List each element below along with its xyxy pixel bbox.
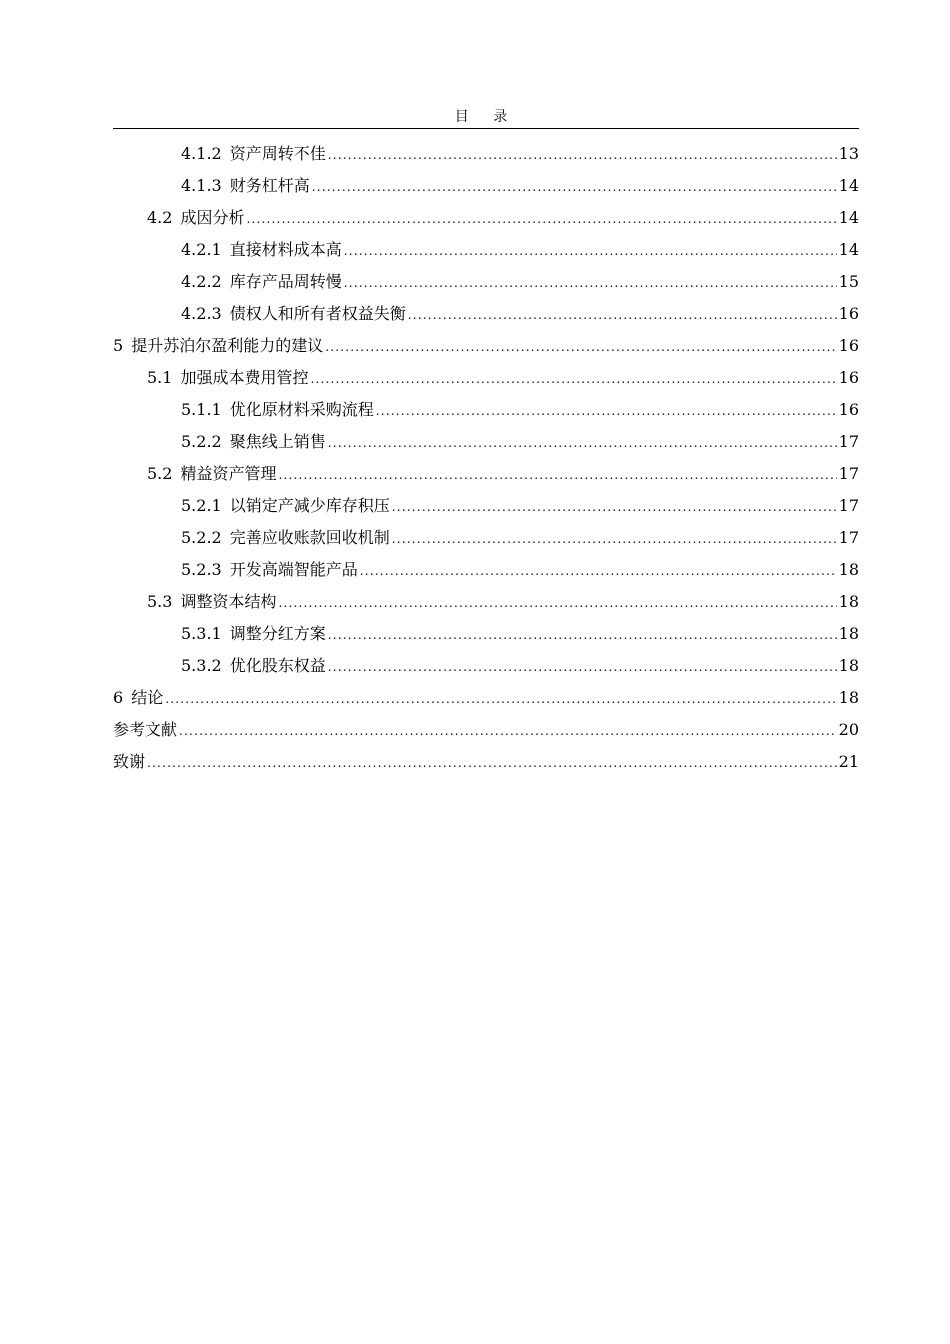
toc-entry-title: 以销定产减少库存积压 [229,496,390,515]
toc-entry-title: 优化股东权益 [229,656,326,675]
toc-entry[interactable] [113,650,859,682]
toc-entry-number: 5.1 [147,368,173,387]
toc-dot-leader [278,459,836,491]
toc-entry-title: 致谢 [113,752,146,771]
toc-entry-number: 4.1.2 [181,144,222,163]
toc-entry[interactable] [113,458,859,490]
toc-entry-title: 财务杠杆高 [229,176,310,195]
toc-entry-page: 21 [838,752,859,771]
toc-entry[interactable] [113,746,859,778]
header-rule [113,128,859,129]
toc-entry[interactable] [113,362,859,394]
toc-entry[interactable] [113,330,859,362]
toc-entry-number: 4.2 [147,208,173,227]
toc-dot-leader [328,427,837,459]
toc-entry-page: 14 [838,240,859,259]
toc-entry[interactable] [113,138,859,170]
toc-entry-page: 15 [838,272,859,291]
toc-dot-leader [246,203,836,235]
toc-entry[interactable] [113,202,859,234]
toc-entry-number: 5.2.3 [181,560,222,579]
toc-dot-leader [392,491,837,523]
toc-dot-leader [392,523,837,555]
toc-entry-number: 4.2.1 [181,240,222,259]
toc-entry-page: 13 [838,144,859,163]
toc-entry-number: 5.2.2 [181,528,222,547]
toc-entry[interactable] [113,266,859,298]
toc-entry-page: 18 [838,688,859,707]
toc-entry-title: 结论 [131,688,164,707]
toc-entry-page: 18 [838,656,859,675]
toc-dot-leader [278,587,836,619]
toc-entry-page: 14 [838,208,859,227]
toc-entry[interactable] [113,618,859,650]
toc-dot-leader [325,331,836,363]
toc-entry-number: 4.1.3 [181,176,222,195]
toc-entry-page: 18 [838,624,859,643]
toc-entry[interactable] [113,298,859,330]
toc-entry-number: 5.3.2 [181,656,222,675]
toc-entry-title: 库存产品周转慢 [229,272,342,291]
toc-dot-leader [147,747,837,779]
toc-entry[interactable] [113,522,859,554]
toc-dot-leader [165,683,836,715]
toc-entry-page: 16 [838,368,859,387]
toc-entry-title: 精益资产管理 [180,464,277,483]
toc-dot-leader [408,299,837,331]
toc-entry[interactable] [113,234,859,266]
toc-dot-leader [179,715,837,747]
toc-entry-number: 5.1.1 [181,400,222,419]
toc-entry-title: 资产周转不佳 [229,144,326,163]
toc-dot-leader [310,363,836,395]
toc-entry[interactable] [113,682,859,714]
toc-entry-number: 5.2.1 [181,496,222,515]
toc-entry-page: 20 [838,720,859,739]
toc-entry-title: 调整分红方案 [229,624,326,643]
toc-entry[interactable] [113,490,859,522]
toc-entry-page: 16 [838,400,859,419]
toc-entry-number: 5.2.2 [181,432,222,451]
toc-entry-page: 17 [838,464,859,483]
toc-entry-number: 4.2.2 [181,272,222,291]
toc-entry[interactable] [113,170,859,202]
toc-entry-title: 聚焦线上销售 [229,432,326,451]
toc-entry[interactable] [113,394,859,426]
toc-entry-page: 17 [838,496,859,515]
toc-entry-title: 优化原材料采购流程 [229,400,374,419]
toc-dot-leader [344,267,837,299]
toc-entry-title: 调整资本结构 [180,592,277,611]
toc-entry-number: 5 [113,336,124,355]
toc-entry-title: 完善应收账款回收机制 [229,528,390,547]
toc-entry-page: 14 [838,176,859,195]
toc-dot-leader [376,395,837,427]
toc-entry-page: 16 [838,336,859,355]
toc-dot-leader [328,619,837,651]
toc-entry-title: 提升苏泊尔盈利能力的建议 [131,336,324,355]
toc-entry-number: 5.3.1 [181,624,222,643]
toc-dot-leader [344,235,837,267]
toc-entry-page: 18 [838,592,859,611]
toc-entry-number: 4.2.3 [181,304,222,323]
toc-entry[interactable] [113,714,859,746]
toc-entry-title: 加强成本费用管控 [180,368,309,387]
toc-entry-page: 17 [838,432,859,451]
toc-dot-leader [328,651,837,683]
toc-entry-page: 18 [838,560,859,579]
toc-entry-title: 开发高端智能产品 [229,560,358,579]
toc-dot-leader [312,171,837,203]
toc-entry-title: 参考文献 [113,720,178,739]
table-of-contents [113,138,859,778]
toc-entry-title: 直接材料成本高 [229,240,342,259]
toc-entry-number: 6 [113,688,124,707]
toc-entry-number: 5.3 [147,592,173,611]
toc-entry-number: 5.2 [147,464,173,483]
toc-entry-page: 16 [838,304,859,323]
toc-dot-leader [360,555,837,587]
toc-entry[interactable] [113,586,859,618]
toc-entry[interactable] [113,554,859,586]
toc-entry-title: 债权人和所有者权益失衡 [229,304,406,323]
toc-entry-title: 成因分析 [180,208,245,227]
toc-entry[interactable] [113,426,859,458]
page-header-title: 目 录 [454,109,518,125]
toc-entry-page: 17 [838,528,859,547]
toc-dot-leader [328,139,837,171]
